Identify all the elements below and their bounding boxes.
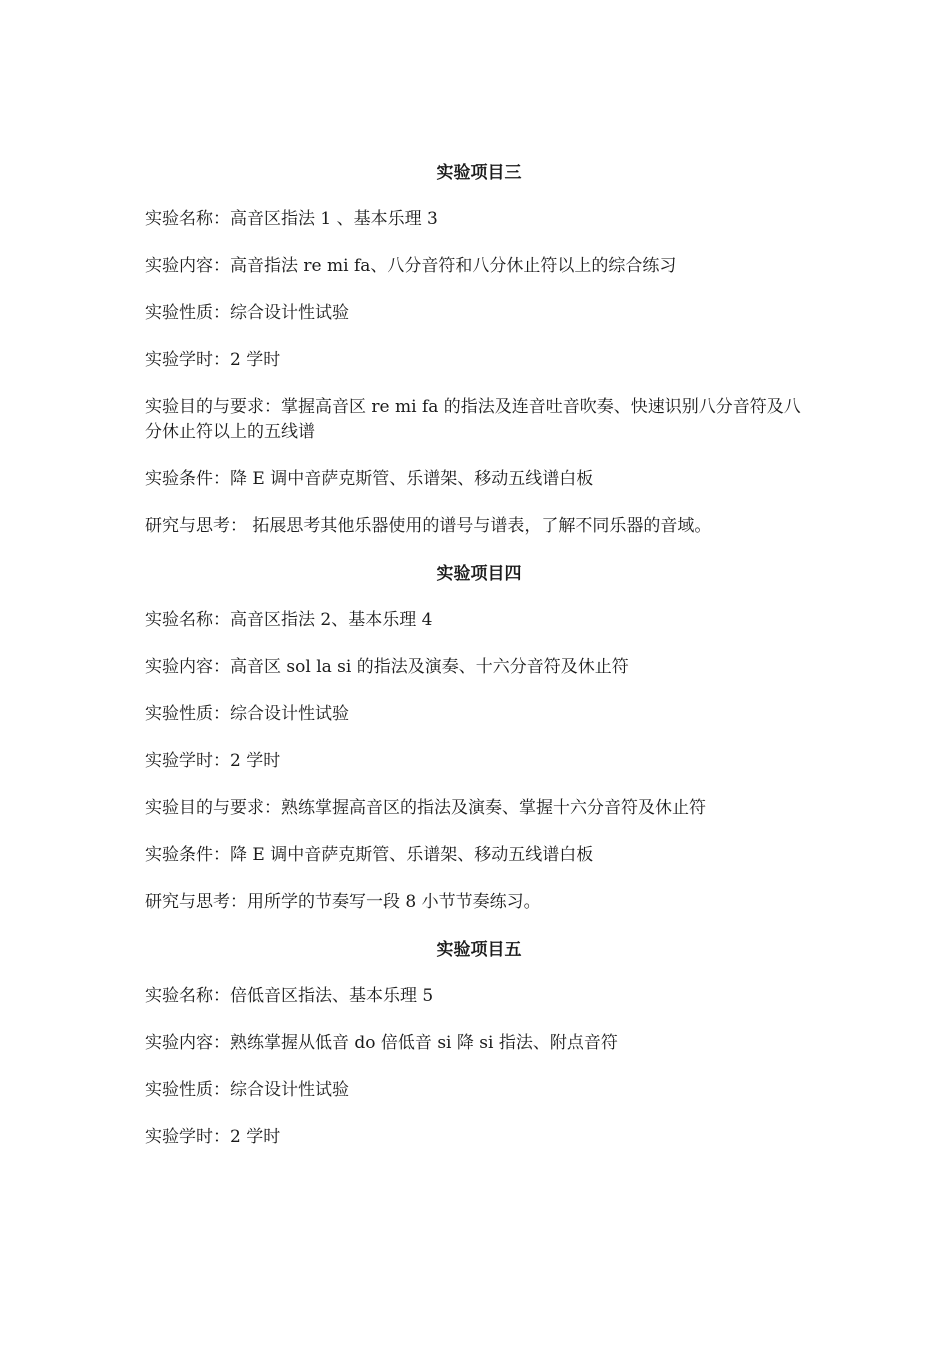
row-value: 熟练掌握高音区的指法及演奏、掌握十六分音符及休止符 [281,798,706,818]
row-label: 实验学时： [145,350,230,370]
row-experiment-nature [145,1078,810,1103]
row-label: 实验目的与要求： [145,397,281,417]
row-label: 研究与思考： [145,892,247,912]
row-value: 倍低音区指法、基本乐理 5 [230,986,434,1006]
row-label: 实验内容： [145,256,230,276]
row-value: 高音指法 re mi fa、八分音符和八分休止符以上的综合练习 [230,256,677,276]
row-label: 实验性质： [145,704,230,724]
row-experiment-nature [145,702,810,727]
row-value: 高音区 sol la si 的指法及演奏、十六分音符及休止符 [230,657,629,677]
section-experiment-3 [145,160,810,539]
row-value: 综合设计性试验 [230,1080,349,1100]
row-experiment-name [145,207,810,232]
row-label: 实验学时： [145,751,230,771]
row-experiment-nature [145,301,810,326]
row-value: 用所学的节奏写一段 8 小节节奏练习。 [247,892,541,912]
row-value: 综合设计性试验 [230,303,349,323]
row-experiment-hours [145,348,810,373]
row-research-thinking [145,890,810,915]
row-experiment-name [145,608,810,633]
row-experiment-goals [145,395,810,445]
row-experiment-conditions [145,843,810,868]
row-experiment-content [145,655,810,680]
row-value: 高音区指法 2、基本乐理 4 [230,610,433,630]
row-value: 降 E 调中音萨克斯管、乐谱架、移动五线谱白板 [230,469,594,489]
row-value: 熟练掌握从低音 do 倍低音 si 降 si 指法、附点音符 [230,1033,618,1053]
row-experiment-content [145,254,810,279]
row-value: 2 学时 [230,1127,281,1147]
section-title: 实验项目四 [436,564,522,584]
row-label: 实验内容： [145,1033,230,1053]
section-experiment-4 [145,561,810,915]
row-label: 实验名称： [145,986,230,1006]
row-label: 实验性质： [145,1080,230,1100]
section-title: 实验项目五 [436,940,522,960]
row-label: 实验名称： [145,610,230,630]
row-value: 2 学时 [230,350,281,370]
row-experiment-hours [145,749,810,774]
row-value: 高音区指法 1 、基本乐理 3 [230,209,438,229]
section-title: 实验项目三 [436,163,522,183]
row-research-thinking [145,514,810,539]
row-value: 降 E 调中音萨克斯管、乐谱架、移动五线谱白板 [230,845,594,865]
row-value: 2 学时 [230,751,281,771]
row-label: 实验条件： [145,469,230,489]
row-experiment-goals [145,796,810,821]
section-experiment-5 [145,937,810,1150]
row-experiment-conditions [145,467,810,492]
row-label: 实验性质： [145,303,230,323]
row-label: 实验学时： [145,1127,230,1147]
row-value: 拓展思考其他乐器使用的谱号与谱表，了解不同乐器的音域。 [247,516,712,536]
row-experiment-name [145,984,810,1009]
row-label: 实验条件： [145,845,230,865]
row-label: 实验内容： [145,657,230,677]
row-label: 实验名称： [145,209,230,229]
row-value: 掌握高音区 re mi fa 的指法及连音吐音吹奏、快速识别八分音符及八分休止符以上的五线谱 [145,397,801,442]
row-value: 综合设计性试验 [230,704,349,724]
row-label: 实验目的与要求： [145,798,281,818]
row-experiment-hours [145,1125,810,1150]
document-body [145,160,810,1172]
row-experiment-content [145,1031,810,1056]
row-label: 研究与思考： [145,516,247,536]
